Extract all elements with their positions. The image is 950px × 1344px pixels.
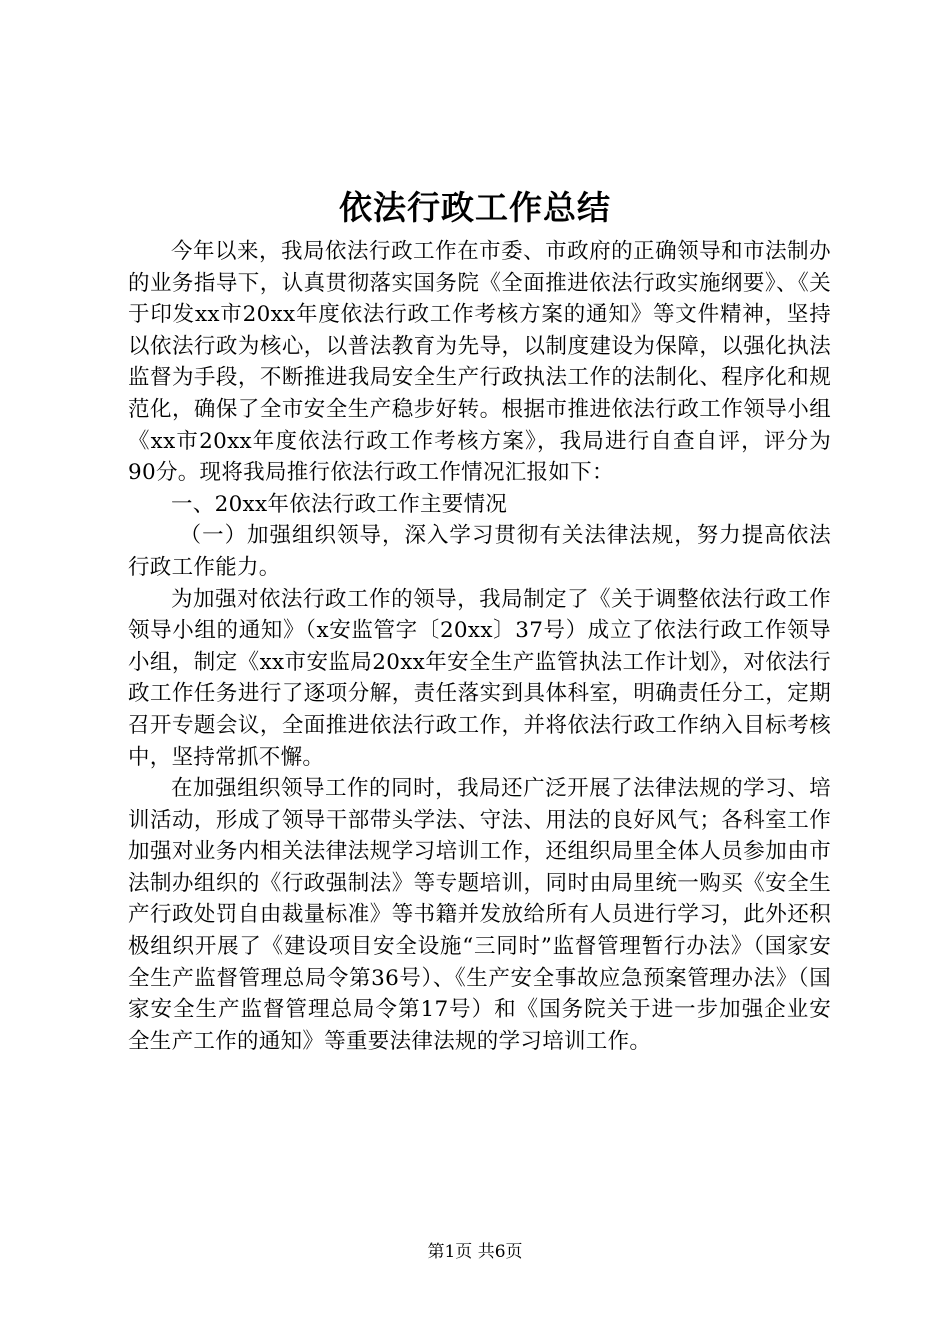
subsection-heading: （一）加强组织领导，深入学习贯彻有关法律法规，努力提高依法行政工作能力。 <box>128 523 831 580</box>
paragraph-leadership: 为加强对依法行政工作的领导，我局制定了《关于调整依法行政工作领导小组的通知》（x安监管字〔20xx〕37号）成立了依法行政工作领导小组，制定《xx市安监局20xx年安全生产监管执法工作计划》，对依法行政工作任务进行了逐项分解，责任落实到具体科室，明确责任分工，定期召开专题会议，全面推进依法行政工作，并将依法行政工作纳入目标考核中，坚持常抓不懈。 <box>128 586 831 770</box>
document-title: 依法行政工作总结 <box>339 188 611 227</box>
paragraph-intro: 今年以来，我局依法行政工作在市委、市政府的正确领导和市法制办的业务指导下，认真贯彻落实国务院《全面推进依法行政实施纲要》、《关于印发xx市20xx年度依法行政工作考核方案的通知》等文件精神，坚持以依法行政为核心，以普法教育为先导，以制度建设为保障，以强化执法监督为手段，不断推进我局安全生产行政执法工作的法制化、程序化和规范化，确保了全市安全生产稳步好转。根据市推进依法行政工作领导小组《xx市20xx年度依法行政工作考核方案》，我局进行自查自评，评分为90分。现将我局推行依法行政工作情况汇报如下： <box>128 239 831 486</box>
page-number: 第1页 共6页 <box>427 1242 523 1262</box>
document-body <box>128 236 831 1057</box>
section-heading: 一、20xx年依法行政工作主要情况 <box>171 491 508 517</box>
paragraph-training: 在加强组织领导工作的同时，我局还广泛开展了法律法规的学习、培训活动，形成了领导干部带头学法、守法、用法的良好风气；各科室工作加强对业务内相关法律法规学习培训工作，还组织局里全体人员参加由市法制办组织的《行政强制法》等专题培训，同时由局里统一购买《安全生产行政处罚自由裁量标准》等书籍并发放给所有人员进行学习，此外还积极组织开展了《建设项目安全设施“三同时”监督管理暂行办法》（国家安全生产监督管理总局令第36号）、《生产安全事故应急预案管理办法》（国家安全生产监督管理总局令第17号）和《国务院关于进一步加强企业安全生产工作的通知》等重要法律法规的学习培训工作。 <box>128 776 831 1054</box>
